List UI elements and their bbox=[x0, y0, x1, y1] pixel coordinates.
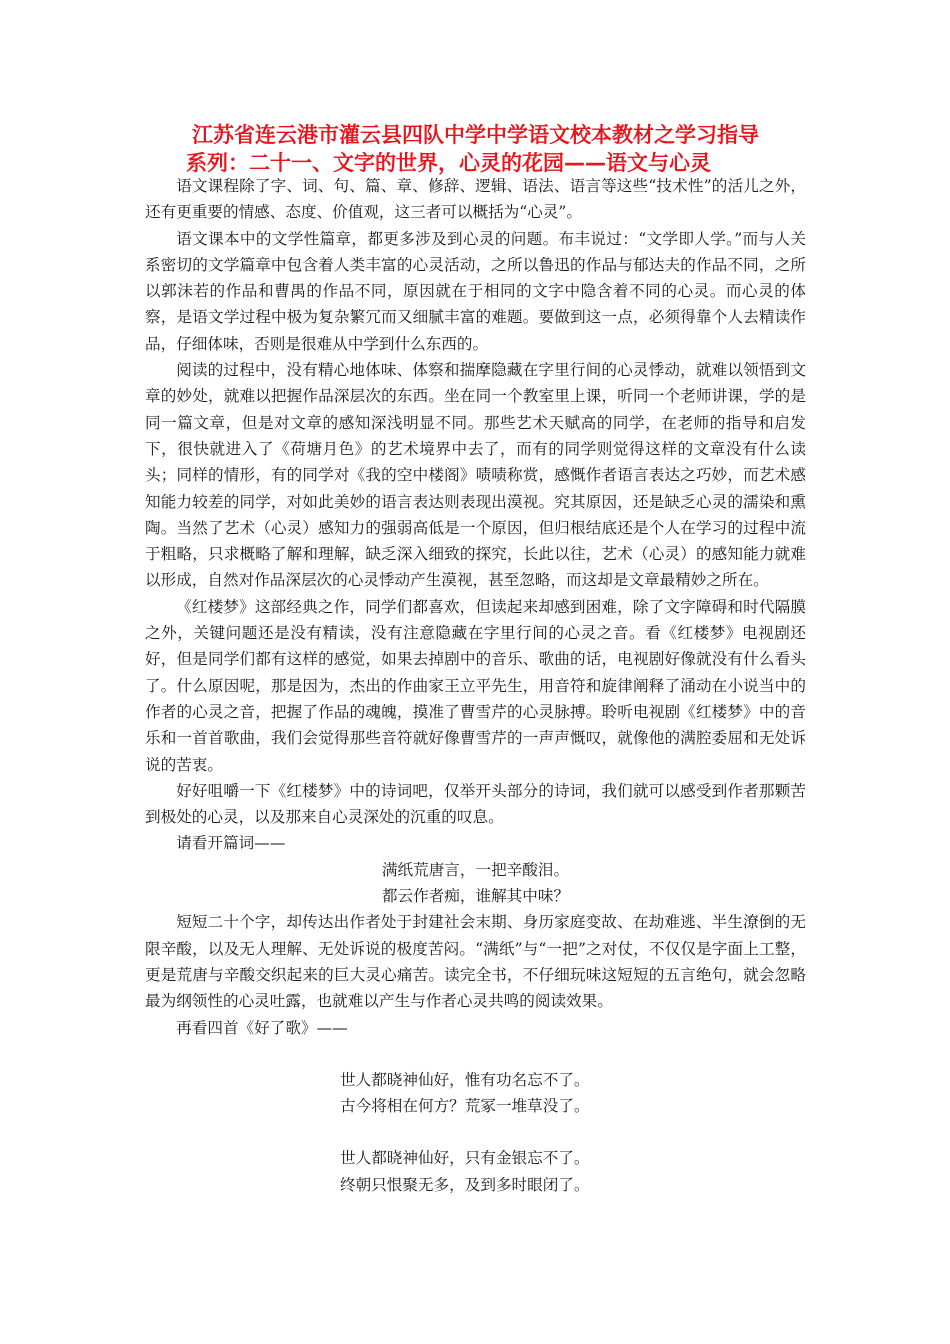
paragraph: 请看开篇词—— bbox=[176, 834, 286, 853]
paragraph: 短短二十个字，却传达出作者处于封建社会末期、身历家庭变故、在劫难逃、半生潦倒的无限辛酸，以及无人理解、无处诉说的极度苦闷。“满纸”与“一把”之对仗，不仅仅是字面上工整，更是荒唐与辛酸交织起来的巨大灵心痛苦。读完全书，不仔细玩味这短短的五言绝句，就会忽略最为纲领性的心灵吐露，也就难以产生与作者心灵共鸣的阅读效果。 bbox=[145, 913, 806, 1011]
paragraph: 语文课本中的文学性篇章，都更多涉及到心灵的问题。布丰说过：“文学即人学。”而与人关系密切的文学篇章中包含着人类丰富的心灵活动，之所以鲁迅的作品与郁达夫的作品不同，之所以郭沫若的作品和曹禺的作品不同，原因就在于相同的文字中隐含着不同的心灵。而心灵的体察，是语文学过程中极为复杂繁冗而又细腻丰富的难题。要做到这一点，必须得靠个人去精读作品，仔细体味，否则是很难从中学到什么东西的。 bbox=[145, 229, 806, 353]
poem-line: 满纸荒唐言，一把辛酸泪。 bbox=[381, 860, 570, 879]
title-line-1: 江苏省连云港市灌云县四队中学中学语文校本教材之学习指导 bbox=[192, 123, 759, 147]
poem-line: 都云作者痴，谁解其中味？ bbox=[381, 887, 570, 906]
paragraph: 再看四首《好了歌》—— bbox=[176, 1018, 348, 1037]
song-line: 世人都晓神仙好，只有金银忘不了。 bbox=[340, 1149, 590, 1168]
song-line: 终朝只恨聚无多，及到多时眼闭了。 bbox=[340, 1175, 590, 1194]
paragraph: 《红楼梦》这部经典之作，同学们都喜欢，但读起来却感到困难，除了文字障碍和时代隔膜之外，关键问题还是没有精读，没有注意隐藏在字里行间的心灵之音。看《红楼梦》电视剧还好，但是同学们都有这样的感觉，如果去掉剧中的音乐、歌曲的话，电视剧好像就没有什么看头了。什么原因呢，那是因为，杰出的作曲家王立平先生，用音符和旋律阐释了涌动在小说当中的作者的心灵之音，把握了作品的魂魄，摸准了曹雪芹的心灵脉搏。聆听电视剧《红楼梦》中的音乐和一首首歌曲，我们会觉得那些音符就好像曹雪芹的一声声慨叹，就像他的满腔委屈和无处诉说的苦衷。 bbox=[145, 597, 806, 774]
paragraph: 语文课程除了字、词、句、篇、章、修辞、逻辑、语法、语言等这些“技术性”的活儿之外，还有更重要的情感、态度、价值观，这三者可以概括为“心灵”。 bbox=[145, 177, 806, 222]
spacer bbox=[145, 1041, 806, 1067]
song-line: 世人都晓神仙好，惟有功名忘不了。 bbox=[340, 1070, 590, 1089]
spacer bbox=[145, 1119, 806, 1145]
document-body bbox=[145, 173, 806, 1198]
paragraph: 阅读的过程中，没有精心地体味、体察和揣摩隐藏在字里行间的心灵悸动，就难以领悟到文章的妙处，就难以把握作品深层次的东西。坐在同一个教室里上课，听同一个老师讲课，学的是同一篇文章，但是对文章的感知深浅明显不同。那些艺术天赋高的同学，在老师的指导和启发下，很快就进入了《荷塘月色》的艺术境界中去了，而有的同学则觉得这样的文章没有什么读头；同样的情形，有的同学对《我的空中楼阁》啧啧称赏，感慨作者语言表达之巧妙，而艺术感知能力较差的同学，对如此美妙的语言表达则表现出漠视。究其原因，还是缺乏心灵的濡染和熏陶。当然了艺术（心灵）感知力的强弱高低是一个原因，但归根结底还是个人在学习的过程中流于粗略，只求概略了解和理解，缺乏深入细致的探究，长此以往，艺术（心灵）的感知能力就难以形成，自然对作品深层次的心灵悸动产生漠视，甚至忽略，而这却是文章最精妙之所在。 bbox=[145, 361, 806, 590]
document-title bbox=[186, 121, 832, 177]
paragraph: 好好咀嚼一下《红楼梦》中的诗词吧，仅举开头部分的诗词，我们就可以感受到作者那颗苦到极处的心灵，以及那来自心灵深处的沉重的叹息。 bbox=[145, 781, 806, 827]
song-line: 古今将相在何方？荒冢一堆草没了。 bbox=[340, 1097, 590, 1116]
title-line-2: 系列：二十一、文字的世界，心灵的花园——语文与心灵 bbox=[186, 151, 711, 175]
